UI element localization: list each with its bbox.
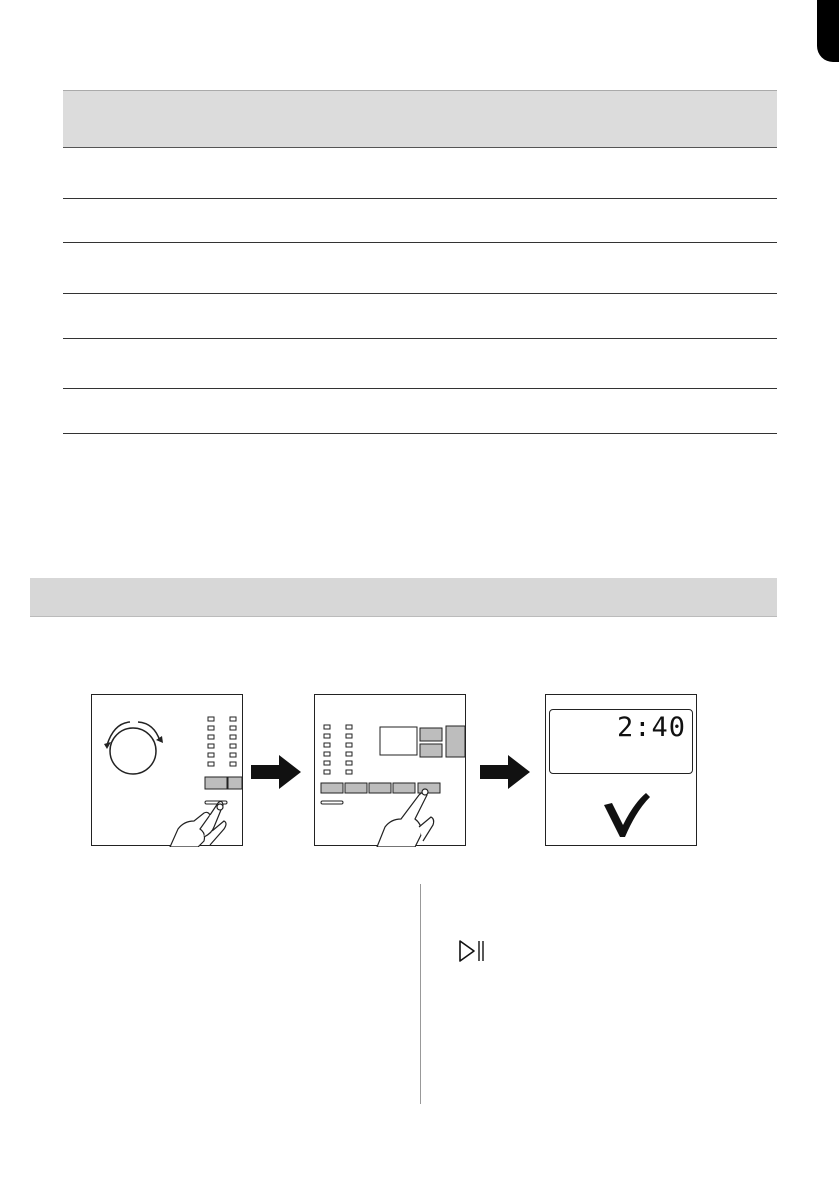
display-time: 2:40 [616,712,686,743]
table-header [63,90,777,148]
panel-display-check [545,694,697,846]
page-edge-tab [817,0,839,62]
column-divider [420,884,421,1104]
table-row [63,199,777,243]
program-table [63,90,777,434]
indicator-lights [208,717,236,766]
section-heading-bar [30,578,777,617]
checkmark-icon [604,793,650,837]
panel-select-program [91,694,243,846]
table-row [63,243,777,294]
table-row [63,339,777,389]
table-row [63,294,777,339]
options-panel-illustration [315,695,467,847]
option-button [205,777,227,789]
pointing-hand-icon [170,801,226,847]
panel-select-options [314,694,466,846]
right-arrow-icon [251,755,301,794]
right-arrow-icon [480,755,530,794]
mini-display [380,727,417,755]
play-pause-icon [458,939,486,970]
time-display [549,709,693,774]
table-row [63,148,777,199]
indicator-lights [324,725,352,774]
knob-icon [110,728,156,774]
pointing-hand-icon [377,789,434,847]
table-row [63,389,777,434]
program-knob-illustration [92,695,244,847]
